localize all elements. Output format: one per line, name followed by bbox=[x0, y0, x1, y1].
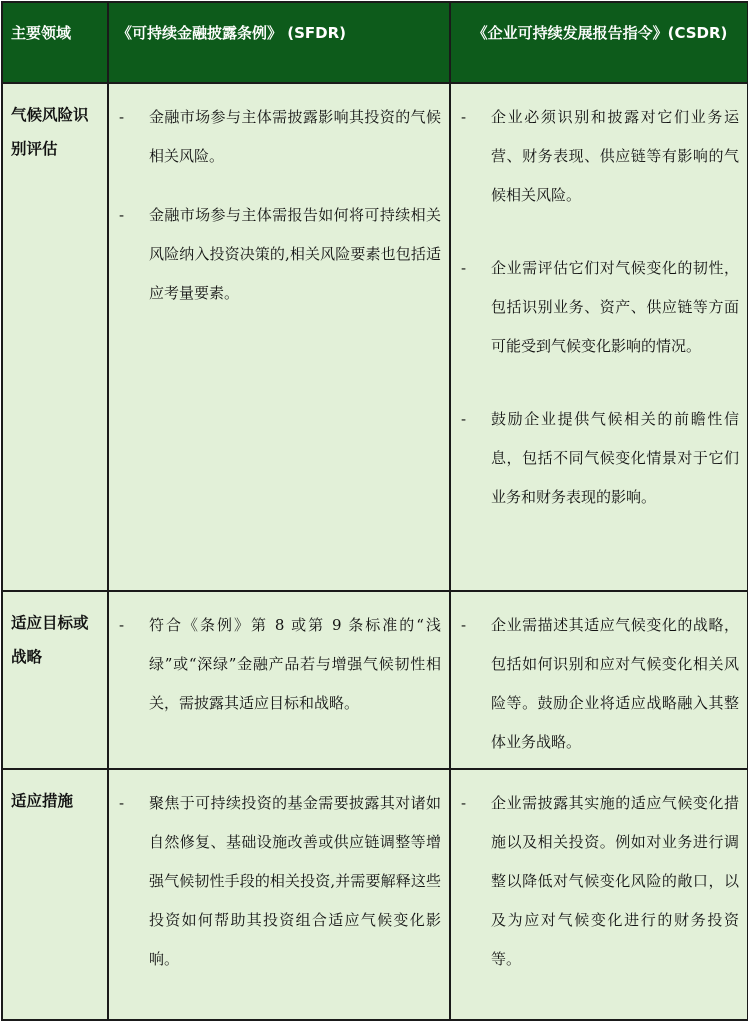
list-item bbox=[457, 98, 739, 215]
sfdr-cell bbox=[108, 591, 450, 769]
bullet-dash: - bbox=[119, 794, 125, 812]
header-csdr: 《企业可持续发展报告指令》(CSDR) bbox=[450, 2, 748, 83]
area-cell: 适应措施 bbox=[2, 769, 108, 1020]
bullet-dash: - bbox=[119, 108, 125, 126]
sfdr-cell bbox=[108, 769, 450, 1020]
list-item bbox=[457, 400, 739, 517]
bullet-text: 金融市场参与主体需报告如何将可持续相关风险纳入投资决策的,相关风险要素也包括适应考量要素。 bbox=[149, 206, 441, 302]
header-row bbox=[2, 2, 748, 83]
bullet-text: 聚焦于可持续投资的基金需要披露其对诸如自然修复、基础设施改善或供应链调整等增强气候韧性手段的相关投资,并需要解释这些投资如何帮助其投资组合适应气候变化影响。 bbox=[149, 794, 441, 968]
bullet-text: 企业需评估它们对气候变化的韧性，包括识别业务、资产、供应链等方面可能受到气候变化影响的情况。 bbox=[491, 259, 739, 355]
bullet-text: 鼓励企业提供气候相关的前瞻性信息，包括不同气候变化情景对于它们业务和财务表现的影响。 bbox=[491, 410, 739, 506]
area-cell: 气候风险识别评估 bbox=[2, 83, 108, 591]
comparison-table bbox=[1, 1, 748, 1021]
list-item bbox=[115, 606, 441, 723]
bullet-dash: - bbox=[119, 206, 125, 224]
csdr-cell bbox=[450, 83, 748, 591]
list-item bbox=[115, 98, 441, 176]
bullet-text: 企业需披露其实施的适应气候变化措施以及相关投资。例如对业务进行调整以降低对气候变化风险的敞口，以及为应对气候变化进行的财务投资等。 bbox=[491, 794, 739, 968]
table-row bbox=[2, 83, 748, 591]
list-item bbox=[457, 606, 739, 762]
csdr-cell bbox=[450, 769, 748, 1020]
list-item bbox=[115, 196, 441, 313]
bullet-dash: - bbox=[461, 108, 467, 126]
bullet-dash: - bbox=[461, 410, 467, 428]
bullet-dash: - bbox=[461, 794, 467, 812]
list-item bbox=[457, 784, 739, 979]
sfdr-cell bbox=[108, 83, 450, 591]
bullet-dash: - bbox=[461, 616, 467, 634]
bullet-text: 符合《条例》第 8 或第 9 条标准的“浅绿”或“深绿”金融产品若与增强气候韧性相关，需披露其适应目标和战略。 bbox=[149, 616, 441, 712]
table-row bbox=[2, 591, 748, 769]
list-item bbox=[115, 784, 441, 979]
bullet-dash: - bbox=[461, 259, 467, 277]
bullet-dash: - bbox=[119, 616, 125, 634]
header-main-area: 主要领域 bbox=[2, 2, 108, 83]
header-sfdr: 《可持续金融披露条例》 (SFDR) bbox=[108, 2, 450, 83]
bullet-text: 金融市场参与主体需披露影响其投资的气候相关风险。 bbox=[149, 108, 441, 165]
bullet-text: 企业必须识别和披露对它们业务运营、财务表现、供应链等有影响的气候相关风险。 bbox=[491, 108, 739, 204]
area-cell: 适应目标或战略 bbox=[2, 591, 108, 769]
csdr-cell bbox=[450, 591, 748, 769]
bullet-text: 企业需描述其适应气候变化的战略，包括如何识别和应对气候变化相关风险等。鼓励企业将适应战略融入其整体业务战略。 bbox=[491, 616, 739, 751]
list-item bbox=[457, 249, 739, 366]
table-row bbox=[2, 769, 748, 1020]
